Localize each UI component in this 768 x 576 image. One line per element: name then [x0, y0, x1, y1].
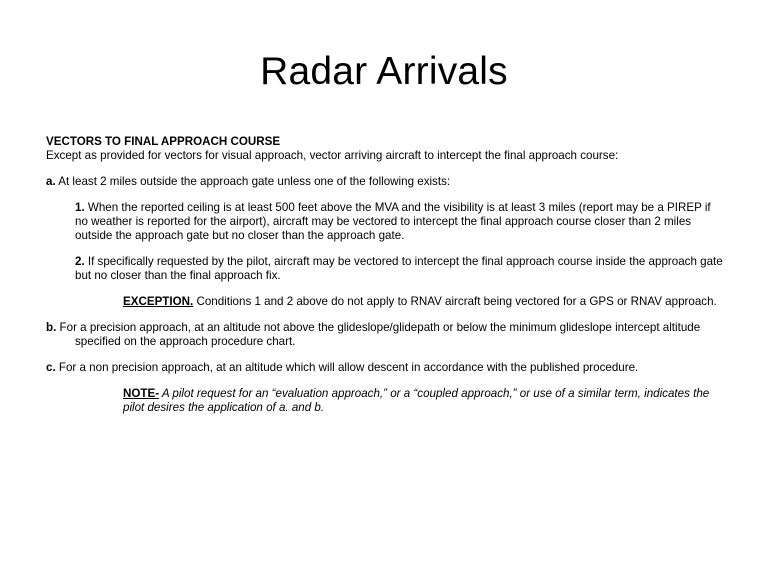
item-c	[46, 361, 726, 375]
note-label: NOTE-	[123, 387, 160, 400]
note-text: A pilot request for an “evaluation approach,” or a “coupled approach,” or use of a similar term, indicates the pilot desires the application of a. and b.	[123, 387, 710, 414]
item-a	[46, 175, 726, 189]
item-c-text: For a non precision approach, at an altitude which will allow descent in accordance with the published procedure.	[55, 361, 639, 374]
item-a-label: a.	[46, 175, 56, 188]
item-a-text: At least 2 miles outside the approach gate unless one of the following exists:	[55, 175, 451, 188]
item-2-label: 2.	[75, 255, 85, 268]
item-b-label: b.	[46, 321, 57, 334]
section-heading: VECTORS TO FINAL APPROACH COURSE	[46, 135, 281, 148]
item-b-text: For a precision approach, at an altitude not above the glideslope/glidepath or below the minimum glideslope intercept altitude specified on the approach procedure chart.	[56, 321, 701, 348]
item-1-label: 1.	[75, 201, 85, 214]
intro-text: Except as provided for vectors for visual approach, vector arriving aircraft to intercept the final approach course:	[46, 149, 619, 162]
exception	[46, 295, 726, 309]
item-2	[46, 255, 726, 283]
item-2-text: If specifically requested by the pilot, aircraft may be vectored to intercept the final approach course inside the approach gate but no closer than the final approach fix.	[75, 255, 723, 282]
item-b	[46, 321, 726, 349]
item-1-text: When the reported ceiling is at least 500 feet above the MVA and the visibility is at least 3 miles (report may be a PIREP if no weather is reported for the airport), aircraft may be vectored to intercept the final approach course closer than 2 miles outside the approach gate but no closer than the approach gate.	[75, 201, 711, 242]
exception-text: Conditions 1 and 2 above do not apply to RNAV aircraft being vectored for a GPS or RNAV approach.	[193, 295, 717, 308]
item-c-label: c.	[46, 361, 56, 374]
slide-title: Radar Arrivals	[260, 50, 508, 93]
item-1	[46, 201, 726, 243]
note	[46, 387, 726, 415]
exception-label: EXCEPTION.	[123, 295, 194, 308]
slide-body	[46, 135, 726, 415]
